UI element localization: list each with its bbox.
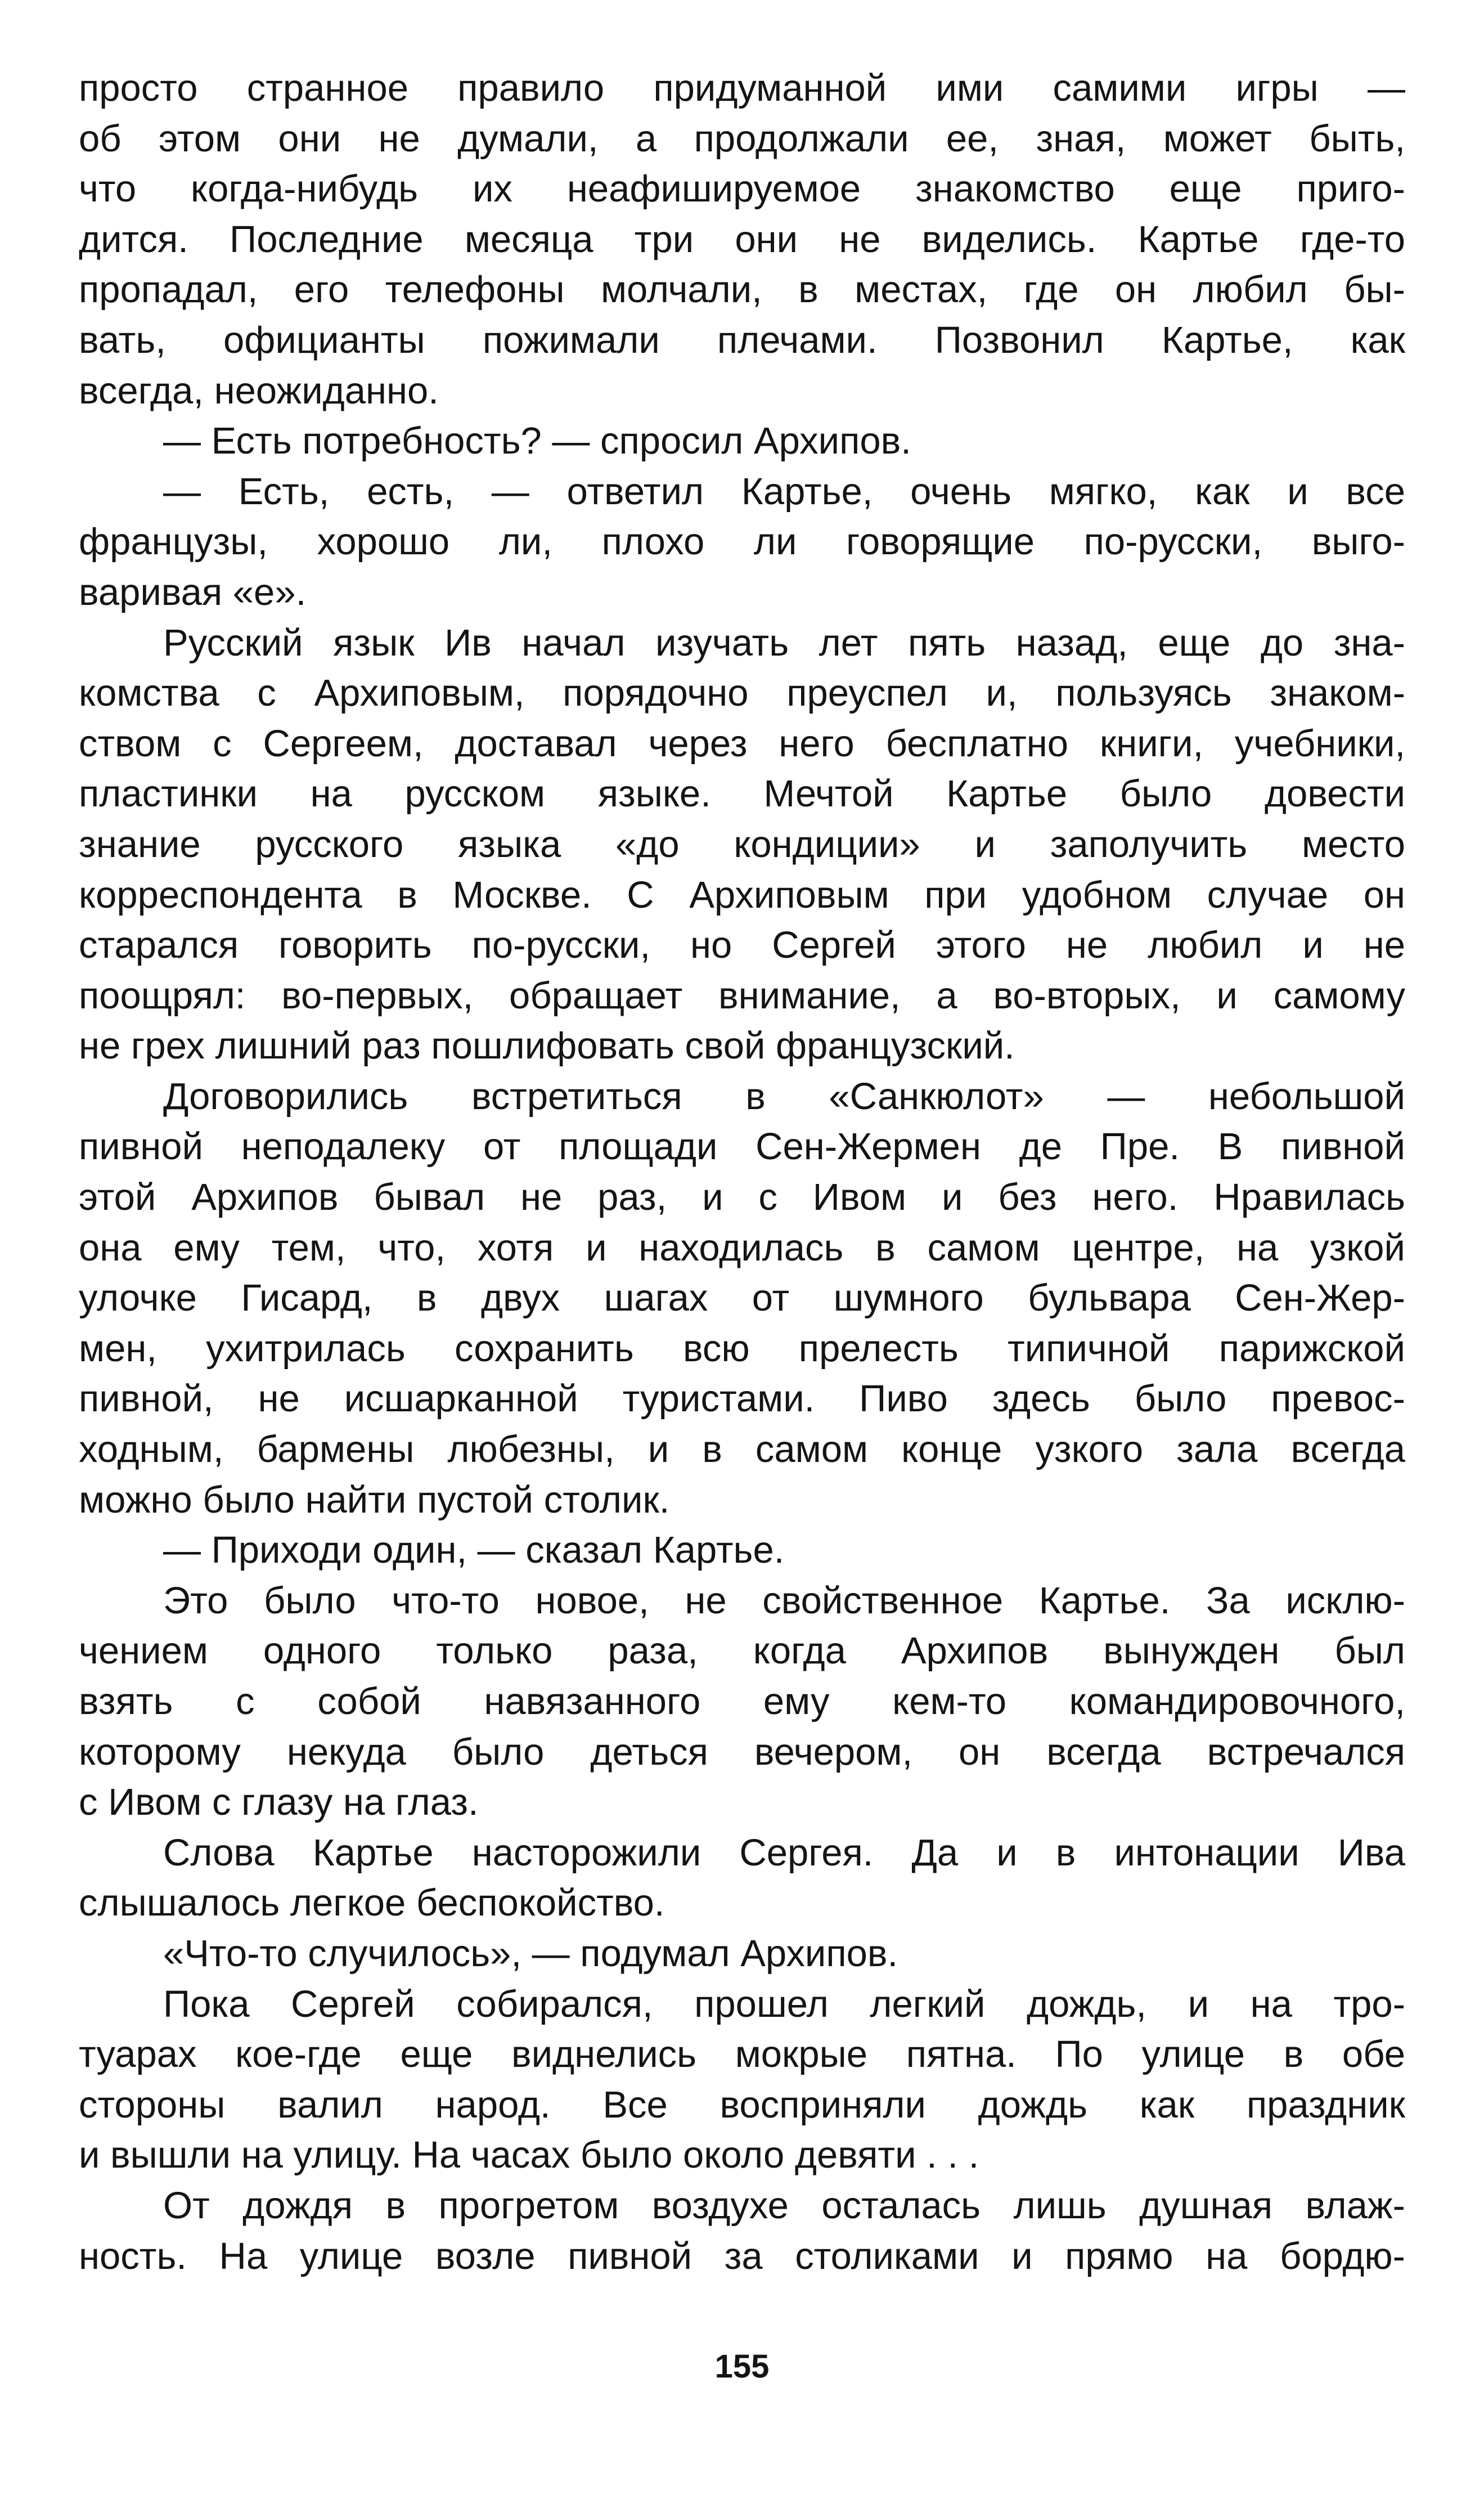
text-line: не грех лишний раз пошлифовать свой французский. [79, 1025, 1015, 1067]
text-line: слышалось легкое беспокойство. [79, 1882, 665, 1925]
text-line: дится. Последние месяца три они не виделись. Картье где-то [79, 218, 1405, 261]
text-line: поощрял: во-первых, обращает внимание, а во-вторых, и самому [79, 974, 1405, 1017]
text-line: комства с Архиповым, порядочно преуспел и, пользуясь знаком- [79, 672, 1405, 715]
text-line: От дождя в прогретом воздухе осталась лишь душная влаж- [163, 2184, 1405, 2227]
text-line: улочке Гисард, в двух шагах от шумного бульвара Сен-Жер- [79, 1277, 1405, 1320]
text-line: Пока Сергей собирался, прошел легкий дождь, и на тро- [163, 1982, 1405, 2025]
text-line: ходным, бармены любезны, и в самом конце узкого зала всегда [79, 1428, 1405, 1471]
text-line: она ему тем, что, хотя и находилась в самом центре, на узкой [79, 1226, 1405, 1269]
text-line: с Ивом с глазу на глаз. [79, 1781, 479, 1824]
text-line: всегда, неожиданно. [79, 369, 439, 412]
text-line: и вышли на улицу. На часах было около девяти . . . [79, 2134, 979, 2177]
text-line: мен, ухитрилась сохранить всю прелесть типичной парижской [79, 1327, 1405, 1370]
text-line: пивной, не исшарканной туристами. Пиво здесь было превос- [79, 1378, 1405, 1420]
text-line: ством с Сергеем, доставал через него бесплатно книги, учебники, [79, 722, 1405, 765]
text-line: что когда-нибудь их неафишируемое знакомство еще приго- [79, 168, 1405, 210]
text-line: вать, официанты пожимали плечами. Позвонил Картье, как [79, 319, 1405, 361]
text-line: стороны валил народ. Все восприняли дождь как праздник [79, 2083, 1405, 2126]
text-line: туарах кое-где еще виднелись мокрые пятна. По улице в обе [79, 2033, 1405, 2076]
text-line: — Есть, есть, — ответил Картье, очень мягко, как и все [163, 470, 1405, 513]
text-line: знание русского языка «до кондиции» и заполучить место [79, 823, 1405, 865]
page-number: 155 [714, 2348, 770, 2385]
text-line: чением одного только раза, когда Архипов вынужден был [79, 1630, 1405, 1672]
text-line: которому некуда было деться вечером, он всегда встречался [79, 1730, 1405, 1773]
text-line: этой Архипов бывал не раз, и с Ивом и без него. Нравилась [79, 1176, 1405, 1219]
text-line: корреспондента в Москве. С Архиповым при удобном случае он [79, 873, 1405, 916]
text-line: Слова Картье насторожили Сергея. Да и в интонации Ива [163, 1831, 1405, 1874]
text-line: Договорились встретиться в «Санкюлот» — небольшой [163, 1075, 1405, 1118]
text-line: пропадал, его телефоны молчали, в местах, где он любил бы- [79, 268, 1405, 311]
text-line: — Есть потребность? — спросил Архипов. [163, 420, 911, 463]
text-line: Русский язык Ив начал изучать лет пять назад, еще до зна- [163, 621, 1405, 664]
text-line: французы, хорошо ли, плохо ли говорящие по-русски, выго- [79, 521, 1405, 563]
text-line: об этом они не думали, а продолжали ее, зная, может быть, [79, 117, 1405, 160]
text-line: варивая «е». [79, 571, 307, 613]
text-line: старался говорить по-русски, но Сергей этого не любил и не [79, 924, 1405, 967]
text-line: — Приходи один, — сказал Картье. [163, 1529, 785, 1572]
text-line: «Что-то случилось», — подумал Архипов. [163, 1932, 898, 1975]
text-line: взять с собой навязанного ему кем-то командировочного, [79, 1680, 1405, 1722]
text-line: Это было что-то новое, не свойственное Картье. За исклю- [163, 1579, 1405, 1622]
text-line: ность. На улице возле пивной за столиками и прямо на бордю- [79, 2235, 1405, 2277]
text-line: пластинки на русском языке. Мечтой Картье было довести [79, 773, 1405, 815]
text-line: можно было найти пустой столик. [79, 1478, 670, 1521]
page-body [79, 63, 1405, 2281]
text-line: пивной неподалеку от площади Сен-Жермен де Пре. В пивной [79, 1125, 1405, 1168]
text-line: просто странное правило придуманной ими самими игры — [79, 67, 1405, 109]
